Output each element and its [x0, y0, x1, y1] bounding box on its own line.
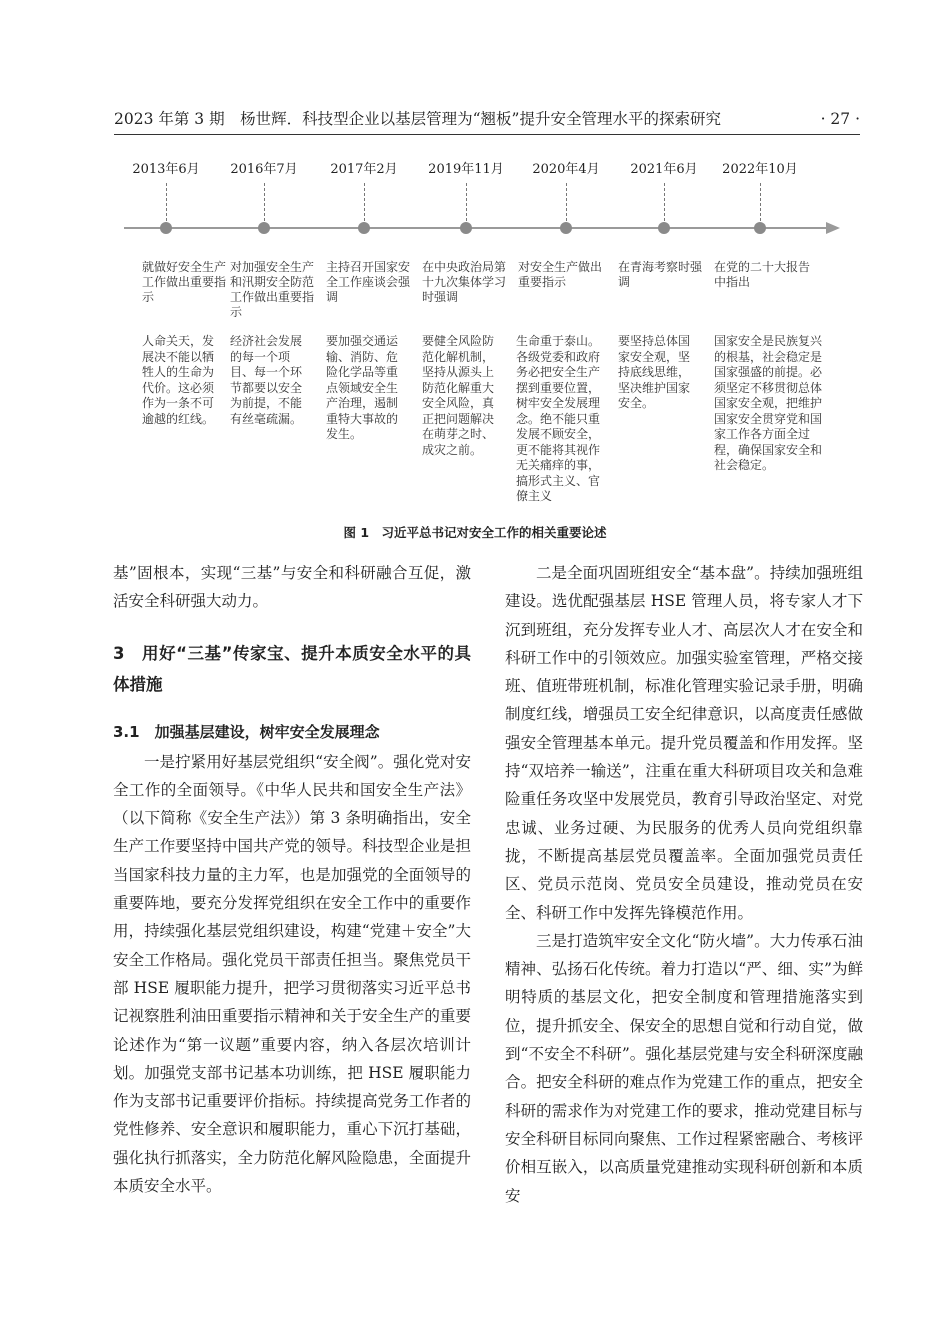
- timeline-event: 在中央政治局第十九次集体学习时强调: [422, 260, 507, 304]
- timeline-tick: [760, 183, 761, 221]
- timeline-date: 2017年2月: [330, 162, 398, 177]
- timeline-event: 对加强安全生产和汛期安全防范工作做出重要指示: [230, 260, 315, 319]
- timeline-date: 2016年7月: [230, 162, 298, 177]
- page-number: · 27 ·: [820, 110, 860, 128]
- timeline-date: 2022年10月: [722, 162, 798, 177]
- figure-caption: 图 1 习近平总书记对安全工作的相关重要论述: [343, 525, 607, 540]
- timeline-dot: [460, 222, 472, 234]
- timeline-date: 2020年4月: [532, 162, 600, 177]
- timeline-quote: 要加强交通运输、消防、危险化学品等重点领域安全生产治理，遏制重特大事故的发生。: [326, 334, 399, 441]
- timeline-quote: 要坚持总体国家安全观，坚持底线思维，坚决维护国家安全。: [618, 334, 691, 410]
- timeline-quote: 要健全风险防范化解机制，坚持从源头上防范化解重大安全风险，真正把问题解决在萌芽之时、成灾之前。: [422, 334, 495, 457]
- timeline-quote: 国家安全是民族复兴的根基，社会稳定是国家强盛的前提。必须坚定不移贯彻总体国家安全观，把维护国家安全贯穿党和国家工作各方面全过程，确保国家安全和社会稳定。: [714, 334, 823, 472]
- section-title: 3 用好“三基”传家宝、提升本质安全水平的具体措施: [113, 643, 471, 694]
- timeline-tick: [466, 183, 467, 221]
- timeline-date: 2021年6月: [630, 162, 698, 177]
- timeline-event: 在党的二十大报告中指出: [714, 260, 811, 289]
- timeline-tick: [664, 183, 665, 221]
- timeline-arrow-icon: [826, 222, 840, 234]
- subsection-title: 3.1 加强基层建设，树牢安全发展理念: [113, 722, 380, 741]
- timeline-event: 主持召开国家安全工作座谈会强调: [326, 260, 411, 304]
- timeline-event: 在青海考察时强调: [618, 260, 703, 289]
- figure-timeline: [0, 150, 950, 545]
- timeline-dot: [358, 222, 370, 234]
- timeline-date: 2013年6月: [132, 162, 200, 177]
- paragraph: 基”固根本，实现“三基”与安全和科研融合互促，激活安全科研强大动力。: [113, 564, 471, 611]
- timeline-tick: [166, 183, 167, 221]
- timeline-dot: [560, 222, 572, 234]
- timeline-tick: [566, 183, 567, 221]
- timeline-tick: [264, 183, 265, 221]
- timeline-quote: 人命关天，发展决不能以牺牲人的生命为代价。这必须作为一条不可逾越的红线。: [142, 334, 215, 426]
- paragraph: 一是拧紧用好基层党组织“安全阀”。强化党对安全工作的全面领导。《中华人民共和国安全生产法》（以下简称《安全生产法》）第 3 条明确指出，安全生产工作要坚持中国共产党的领导。科技型企业是担当国家科技力量的主力军，也是加强党的全面领导的重要阵地，要充分发挥党组织在安全工作中的重要作用，持续强化基层党组织建设，构建“党建＋安全”大安全工作格局。强化党员干部责任担当。聚焦党员干部 HSE 履职能力提升，把学习贯彻落实习近平总书记视察胜利油田重要指示精神和关于安全生产的重要论述作为“第一议题”重要内容，纳入各层次培训计划。加强党支部书记基本功训练，把 HSE 履职能力作为支部书记重要评价指标。持续提高党务工作者的党性修养、安全意识和履职能力，重心下沉打基础，强化执行抓落实，全力防范化解风险隐患，全面提升本质安全水平。: [113, 752, 471, 1196]
- timeline-date: 2019年11月: [428, 162, 504, 177]
- timeline-event: 对安全生产做出重要指示: [518, 260, 603, 289]
- right-column: [505, 559, 863, 1210]
- timeline-quote: 生命重于泰山。各级党委和政府务必把安全生产摆到重要位置，树牢安全发展理念。绝不能只重发展不顾安全，更不能将其视作无关痛痒的事，搞形式主义、官僚主义: [516, 334, 601, 503]
- timeline-dot: [658, 222, 670, 234]
- paragraph: 二是全面巩固班组安全“基本盘”。持续加强班组建设。选优配强基层 HSE 管理人员，将专家人才下沉到班组，充分发挥专业人才、高层次人才在安全和科研工作中的引领效应。加强实验室管理，严格交接班、值班带班机制，标准化管理实验记录手册，明确制度红线，增强员工安全纪律意识，以高度责任感做强安全管理基本单元。提升党员覆盖和作用发挥。坚持“双培养一输送”，注重在重大科研项目攻关和急难险重任务攻坚中发展党员，教育引导政治坚定、对党忠诚、业务过硬、为民服务的优秀人员向党组织靠拢，不断提高基层党员覆盖率。全面加强党员责任区、党员示范岗、党员安全员建设，推动党员在安全、科研工作中发挥先锋模范作用。: [505, 564, 863, 922]
- timeline-tick: [364, 183, 365, 221]
- timeline-axis: [124, 227, 830, 229]
- journal-issue-and-title: 2023 年第 3 期 杨世辉．科技型企业以基层管理为“翘板”提升安全管理水平的探索研究: [114, 110, 721, 128]
- timeline-event: 就做好安全生产工作做出重要指示: [142, 260, 227, 304]
- timeline-dot: [160, 222, 172, 234]
- paragraph: 三是打造筑牢安全文化“防火墙”。大力传承石油精神、弘扬石化传统。着力打造以“严、细、实”为鲜明特质的基层文化，把安全制度和管理措施落实到位，提升抓安全、保安全的思想自觉和行动自觉，做到“不安全不科研”。强化基层党建与安全科研深度融合。把安全科研的难点作为党建工作的重点，把安全科研的需求作为对党建工作的要求，推动党建目标与安全科研目标同向聚焦、工作过程紧密融合、考核评价相互嵌入，以高质量党建推动实现科研创新和本质安: [505, 931, 863, 1205]
- timeline-dot: [258, 222, 270, 234]
- timeline-quote: 经济社会发展的每一个项目、每一个环节都要以安全为前提，不能有丝毫疏漏。: [230, 334, 303, 426]
- running-header: [114, 108, 860, 135]
- left-column: [113, 559, 471, 1200]
- timeline-dot: [754, 222, 766, 234]
